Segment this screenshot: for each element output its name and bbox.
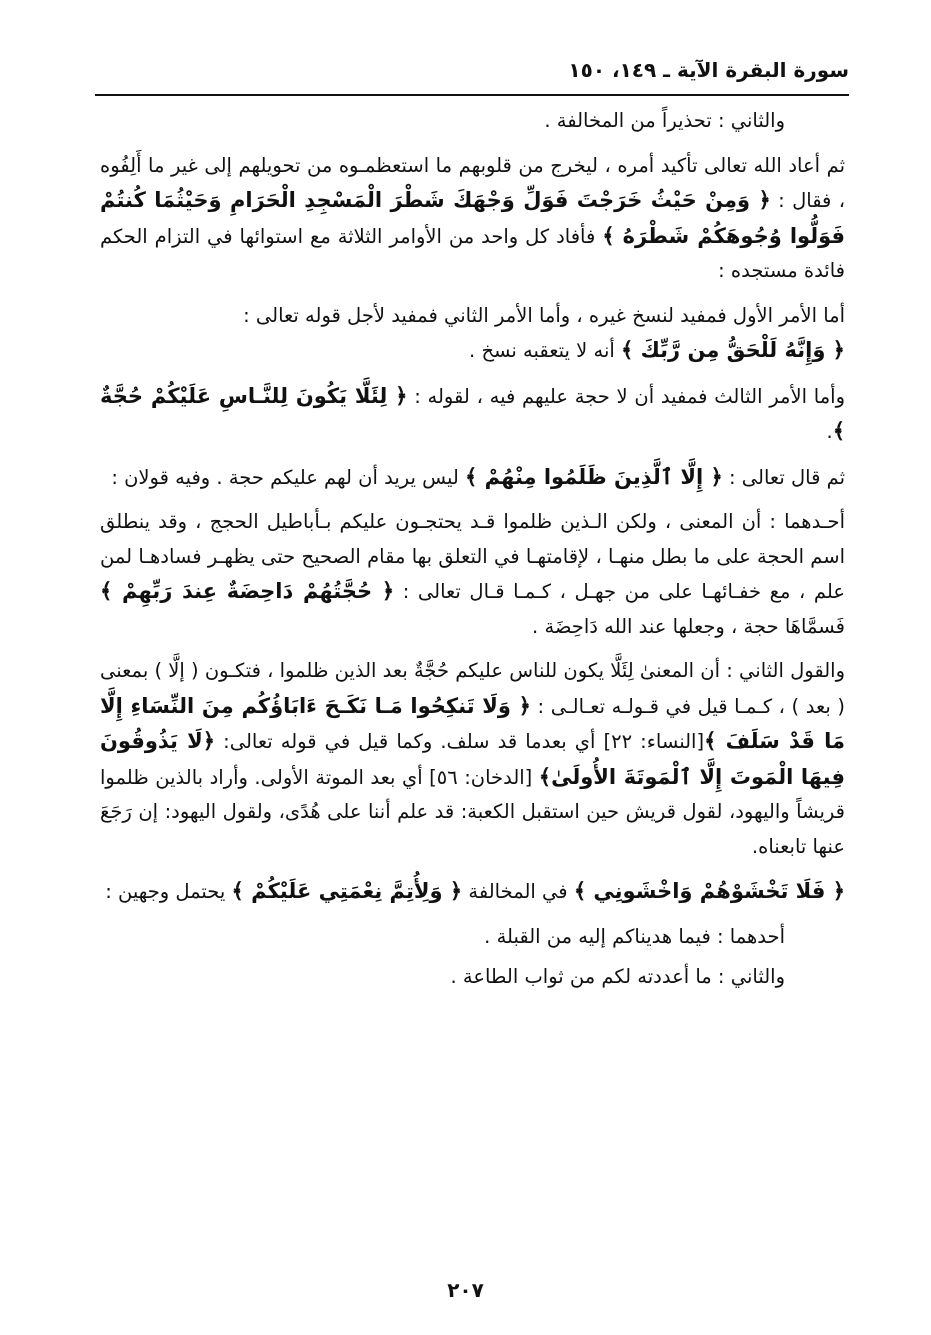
paragraph-text: أحـدهما : أن المعنى ، ولكن الـذين ظلموا قـد يحتجـون عليكم بـأباطيل الحجج ، وقد ينطلق اسم الحجة على ما بطل منهـا ، لإقامتهـا في التعلق بها مقام الصحيح حتى يظهـر فسادهـا لمن علم ، مع خفـائهـا على من جهـل ، كـمـا قـال تعالى : <box>100 510 845 603</box>
paragraph <box>100 379 845 450</box>
paragraph <box>100 654 845 864</box>
paragraph-text: [الدخان: ٥٦] أي بعد الموتة الأولى. وأراد بالذين ظلموا قريشاً واليهود، لقول قريش حين استقبل الكعبة: قد علم أننا على هُدًى، ولقول اليهود: إن رَجَعَ عنها تابعناه. <box>100 765 845 858</box>
quran-verse: ﴿ وَمِنْ حَيْثُ خَرَجْتَ فَوَلِّ وَجْهَكَ شَطْرَ الْمَسْجِدِ الْحَرَامِ وَحَيْثُمَا كُنتُمْ فَوَلُّوا وُجُوهَكُمْ شَطْرَهُ ﴾ <box>100 188 845 248</box>
paragraph-text: يحتمل وجهين : <box>105 880 232 903</box>
quran-verse: ﴿ وَإِنَّهُ لَلْحَقُّ مِن رَّبِّكَ ﴾ <box>621 338 845 362</box>
page-number: ٢٠٧ <box>447 1278 484 1302</box>
paragraph-text: أما الأمر الأول فمفيد لنسخ غيره ، وأما الأمر الثاني فمفيد لأجل قوله تعالى : <box>243 303 845 327</box>
paragraph-text: وأما الأمر الثالث فمفيد أن لا حجة عليهم فيه ، لقوله : <box>407 384 845 408</box>
paragraph <box>100 505 845 644</box>
paragraph-text: فأفاد كل واحد من الأوامر الثلاثة مع استوائها في التزام الحكم فائدة مستجده : <box>100 224 845 282</box>
paragraph-text: أحدهما : فيما هديناكم إليه من القبلة . <box>484 924 785 948</box>
paragraph-text: أنه لا يتعقبه نسخ . <box>469 339 621 362</box>
quran-verse: ﴿لَا يَذُوقُونَ فِيهَا الْمَوتَ إِلَّا ٱلْمَوتَةَ الأُولَىٰ﴾ <box>100 729 845 789</box>
paragraph-text: في المخالفة <box>462 880 574 903</box>
quran-verse: ﴿ حُجَّتُهُمْ دَاحِضَةٌ عِندَ رَبِّهِمْ ﴾ <box>100 579 395 603</box>
paragraph-text: [النساء: ٢٢] أي بعدما قد سلف. وكما قيل في قوله تعالى: <box>215 730 705 753</box>
paragraph <box>100 874 845 910</box>
quran-verse: ﴿ لِئَلَّا يَكُونَ لِلنَّـاسِ عَلَيْكُمْ حُجَّةٌ ﴾ <box>100 383 845 443</box>
paragraph <box>100 104 845 139</box>
paragraph <box>100 960 845 995</box>
paragraph <box>100 299 845 369</box>
paragraph <box>100 920 845 955</box>
paragraph-text: والقول الثاني : أن المعنىٰ لِئَلَّا يكون للناس عليكم حُجَّةٌ بعد الذين ظلموا ، فتكـون ( إلَّا ) بمعنى ( بعد ) ، كـمـا قيل في قـولـه تعـالـى : <box>100 659 845 718</box>
paragraph-text: ليس يريد أن لهم عليكم حجة . وفيه قولان : <box>111 465 466 489</box>
paragraph-text: فَسمَّاهَا حجة ، وجعلها عند الله دَاحِضَة . <box>532 614 845 638</box>
quran-verse: ﴿ وَلِأُتِمَّ نِعْمَتِي عَلَيْكُمْ ﴾ <box>231 879 463 903</box>
paragraph <box>100 460 845 496</box>
paragraph-text: ثم أعاد الله تعالى تأكيد أمره ، ليخرج من قلوبهم ما استعظمـوه من تحويلهم إلى غير ما أَلِفُوه ، فقال : <box>100 153 845 212</box>
header-title: سورة البقرة الآية ـ ١٤٩، ١٥٠ <box>568 58 849 82</box>
paragraph <box>100 149 845 289</box>
quran-verse: ﴿ وَلَا تَنكِحُوا مَـا نَكَـحَ ءَابَاؤُكُم مِنَ النِّسَاءِ إِلَّا مَا قَدْ سَلَفَ ﴾ <box>100 693 845 753</box>
quran-verse: ﴿ فَلَا تَخْشَوْهُمْ وَاخْشَونِي ﴾ <box>573 879 845 903</box>
paragraph-text: . <box>826 420 833 443</box>
running-header <box>95 50 849 96</box>
quran-verse: ﴿ إِلَّا ٱلَّذِينَ ظَلَمُوا مِنْهُمْ ﴾ <box>465 464 723 489</box>
main-text <box>100 104 845 1005</box>
paragraph-text: والثاني : تحذيراً من المخالفة . <box>544 109 785 132</box>
paragraph-text: ثم قال تعالى : <box>722 465 845 489</box>
paragraph-text: والثاني : ما أعددته لكم من ثواب الطاعة . <box>450 965 785 988</box>
